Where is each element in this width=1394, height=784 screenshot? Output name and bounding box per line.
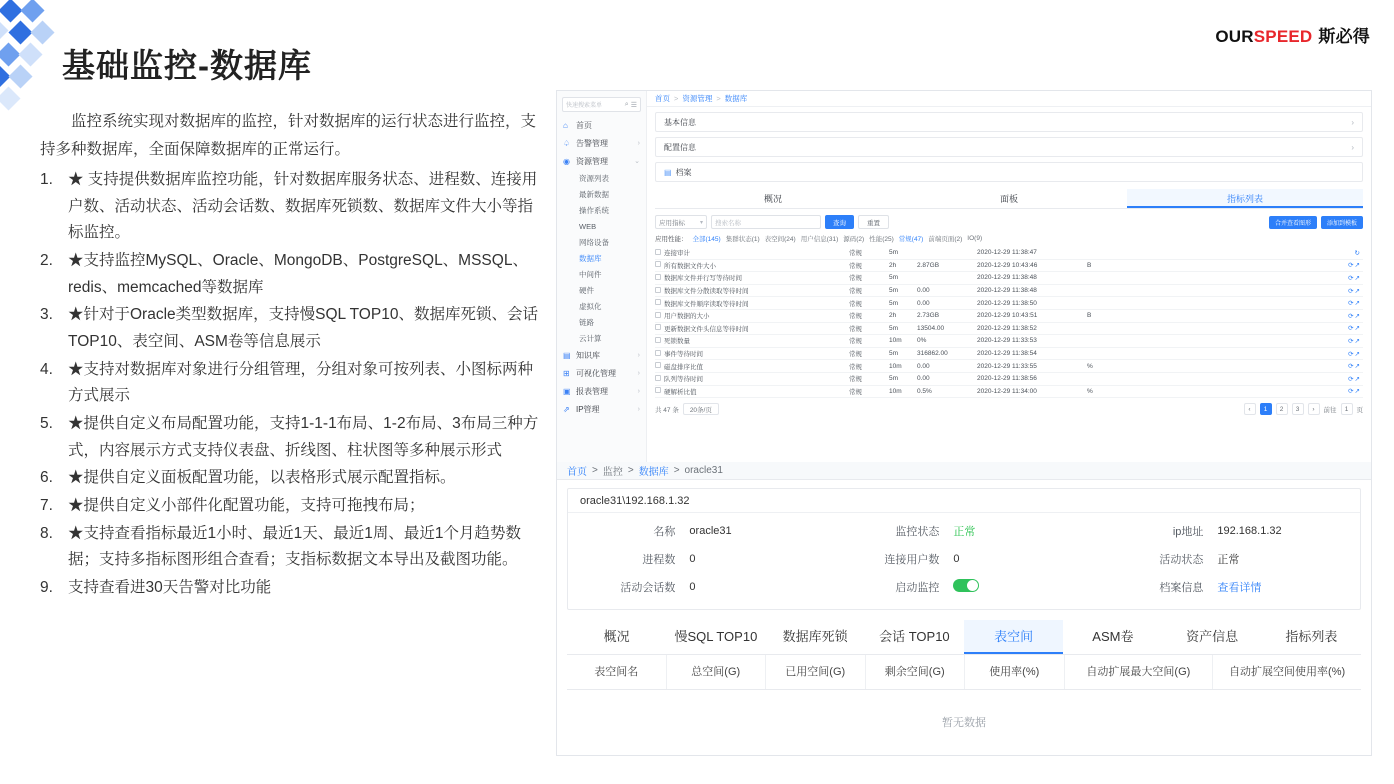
breadcrumb-home[interactable]: 首页 bbox=[567, 467, 587, 478]
breadcrumb bbox=[647, 91, 1371, 107]
brand-speed: SPEED bbox=[1253, 27, 1313, 46]
page-title: 基础监控-数据库 bbox=[62, 47, 312, 84]
row-actions[interactable]: ⟳↗ bbox=[1348, 350, 1361, 358]
cell-time: 2020-12-29 11:38:54 bbox=[977, 350, 1037, 358]
row-actions[interactable]: ⟳↗ bbox=[1348, 337, 1361, 345]
sidebar-search[interactable] bbox=[562, 97, 641, 112]
list-item: 支持查看进30天告警对比功能 bbox=[68, 579, 272, 596]
cell-interval: 2h bbox=[889, 261, 897, 269]
app-bottom-section bbox=[557, 462, 1371, 730]
detail-card bbox=[567, 488, 1361, 610]
category-chips bbox=[655, 234, 1363, 243]
breadcrumb-database[interactable]: 数据库 bbox=[638, 467, 669, 478]
list-item: ★提供自定义布局配置功能，支持1-1-1布局、1-2布局、3布局三种方式，内容展示方式支持仪表盘、折线图、柱状图等多种展示形式 bbox=[68, 415, 539, 459]
chip-io[interactable]: IO(9) bbox=[967, 235, 983, 242]
sidebar-item-label: 首页 bbox=[576, 120, 592, 130]
metric-table bbox=[655, 247, 1363, 398]
sidebar-subitem-database[interactable]: 数据库 bbox=[579, 253, 602, 263]
row-checkbox[interactable] bbox=[655, 287, 664, 295]
chip-tablespace[interactable]: 表空间(24) bbox=[764, 236, 796, 243]
row-checkbox[interactable] bbox=[655, 312, 664, 320]
accordion-label: 配置信息 bbox=[664, 142, 696, 152]
query-button[interactable]: 查询 bbox=[825, 215, 854, 229]
field-label: 档案信息 bbox=[1159, 582, 1204, 594]
row-actions[interactable]: ⟳↗ bbox=[1348, 274, 1361, 282]
sidebar-subitem-middleware[interactable]: 中间件 bbox=[579, 269, 602, 279]
decorative-diamonds bbox=[0, 0, 60, 120]
archive-icon: ▤ bbox=[664, 167, 672, 177]
sidebar-item-label: 告警管理 bbox=[576, 138, 608, 148]
field-label: 活动状态 bbox=[1159, 554, 1204, 566]
column-header: 使用率(%) bbox=[965, 655, 1065, 689]
cell-value: 13504.00 bbox=[917, 324, 945, 332]
chevron-right-icon: › bbox=[637, 139, 640, 147]
column-header: 自动扩展空间使用率(%) bbox=[1229, 666, 1346, 678]
cell-type: 常规 bbox=[849, 351, 862, 359]
cell-type: 常规 bbox=[849, 288, 862, 296]
chip-performance[interactable]: 性能(25) bbox=[869, 236, 894, 243]
cell-interval: 10m bbox=[889, 362, 902, 370]
list-item: ★支持对数据库对象进行分组管理，分组对象可按列表、小图标两种方式展示 bbox=[68, 360, 534, 405]
sidebar-subitem-resource-list[interactable]: 资源列表 bbox=[579, 173, 609, 183]
field-value: oracle31 bbox=[689, 525, 732, 537]
brand-logo bbox=[1215, 22, 1370, 47]
content-column bbox=[40, 108, 540, 603]
field-name bbox=[568, 517, 832, 545]
row-actions[interactable]: ⟳↗ bbox=[1348, 262, 1361, 270]
row-checkbox[interactable] bbox=[655, 274, 664, 282]
chip-frontend[interactable]: 前端页面(2) bbox=[928, 236, 963, 243]
cell-flag: B bbox=[1087, 312, 1092, 320]
field-value: 0 bbox=[953, 553, 960, 565]
tab-tablespace[interactable]: 表空间 bbox=[964, 620, 1063, 654]
row-checkbox[interactable] bbox=[655, 387, 664, 395]
cell-name: 死锁数量 bbox=[664, 338, 690, 346]
sidebar-item-visualization[interactable] bbox=[557, 364, 646, 382]
tab-metric-list[interactable]: 指标列表 bbox=[1127, 189, 1363, 208]
row-checkbox[interactable] bbox=[655, 350, 664, 358]
cell-time: 2020-12-29 10:43:46 bbox=[977, 261, 1038, 269]
cell-time: 2020-12-29 11:38:56 bbox=[977, 375, 1037, 383]
grid-icon: ⊞ bbox=[563, 368, 570, 378]
filter-bar bbox=[655, 215, 1363, 229]
row-actions[interactable]: ⟳↗ bbox=[1348, 388, 1361, 396]
breadcrumb-separator: > bbox=[673, 465, 680, 476]
book-icon: ▤ bbox=[563, 350, 571, 360]
cell-name: 硬解析比值 bbox=[664, 388, 697, 396]
tab-asm-volume[interactable]: ASM卷 bbox=[1092, 629, 1134, 644]
cell-name: 数据库文件分散读取等待时间 bbox=[664, 288, 749, 296]
metric-select[interactable] bbox=[655, 215, 707, 229]
field-value: 192.168.1.32 bbox=[1217, 525, 1282, 537]
main-content bbox=[647, 91, 1371, 462]
chevron-right-icon: › bbox=[637, 405, 640, 413]
goto-input[interactable]: 1 bbox=[1341, 403, 1353, 415]
chevron-right-icon: › bbox=[637, 387, 640, 395]
main-tabs bbox=[655, 189, 1363, 209]
row-actions[interactable]: ⟳↗ bbox=[1348, 363, 1361, 371]
breadcrumb-monitor[interactable]: 监控 bbox=[602, 467, 623, 478]
field-value bbox=[953, 579, 1096, 595]
table-row[interactable] bbox=[655, 297, 1363, 310]
cell-type: 常规 bbox=[849, 275, 862, 283]
sidebar-subitem-hardware[interactable]: 硬件 bbox=[579, 285, 594, 295]
sidebar-item-ip[interactable] bbox=[557, 400, 646, 418]
cell-interval: 5m bbox=[889, 350, 899, 358]
search-input-placeholder: 搜索名称 bbox=[715, 219, 741, 227]
table-row[interactable] bbox=[655, 272, 1363, 285]
breadcrumb-separator: > bbox=[716, 94, 721, 103]
list-item: ★提供自定义小部件化配置功能，支持可拖拽布局； bbox=[68, 497, 425, 515]
tab-panel[interactable]: 面板 bbox=[999, 194, 1018, 204]
field-enable-monitor bbox=[832, 573, 1096, 601]
sidebar-item-home[interactable] bbox=[557, 116, 646, 134]
list-item: ★提供自定义面板配置功能，以表格形式展示配置指标。 bbox=[68, 469, 456, 487]
merge-chart-button[interactable]: 合并查看图形 bbox=[1269, 216, 1317, 229]
next-page-button[interactable]: › bbox=[1308, 403, 1320, 415]
accordion-archive[interactable] bbox=[655, 162, 1363, 182]
field-label: ip地址 bbox=[1172, 526, 1204, 538]
reset-button[interactable]: 重置 bbox=[858, 215, 889, 229]
home-icon: ⌂ bbox=[563, 120, 568, 130]
cell-flag: B bbox=[1087, 261, 1092, 269]
cell-value: 2.87GB bbox=[917, 261, 940, 269]
breadcrumb-separator: > bbox=[674, 94, 679, 103]
table-row[interactable] bbox=[655, 335, 1363, 348]
page-1-button[interactable]: 1 bbox=[1260, 403, 1272, 415]
cell-name: 数据库文件并行写等待时间 bbox=[664, 275, 742, 283]
row-checkbox[interactable] bbox=[655, 362, 664, 370]
field-process-count bbox=[568, 545, 832, 573]
cell-flag: % bbox=[1087, 387, 1093, 395]
app-screenshot bbox=[556, 90, 1372, 756]
list-item: ★针对于Oracle类型数据库，支持慢SQL TOP10、数据库死锁、会话TOP10、表空间、ASM卷等信息展示 bbox=[68, 306, 538, 351]
cell-name: 数据库文件顺序读取等待时间 bbox=[664, 300, 749, 308]
tablespace-table-header bbox=[567, 655, 1361, 690]
row-actions[interactable]: ↻ bbox=[1354, 249, 1361, 257]
empty-state-text: 暂无数据 bbox=[942, 717, 986, 729]
chevron-right-icon: › bbox=[637, 369, 640, 377]
cell-value: 0.00 bbox=[917, 362, 930, 370]
pagination-total: 共 47 条 bbox=[655, 406, 679, 414]
cell-name: 用户数据的大小 bbox=[664, 313, 710, 321]
cell-interval: 5m bbox=[889, 274, 899, 282]
page-2-button[interactable]: 2 bbox=[1276, 403, 1288, 415]
chevron-right-icon: › bbox=[1351, 117, 1354, 127]
page-size-select[interactable]: 20条/页 bbox=[683, 403, 719, 415]
goto-label: 前往 bbox=[1323, 406, 1337, 414]
cell-value: 2.73GB bbox=[917, 312, 940, 320]
chart-icon: ⇗ bbox=[563, 404, 570, 414]
field-value: 正常 bbox=[1217, 554, 1240, 566]
sidebar-item-label: IP管理 bbox=[576, 404, 600, 414]
bell-icon: ♤ bbox=[563, 138, 571, 148]
table-row[interactable] bbox=[655, 373, 1363, 386]
detail-card-header: oracle31\192.168.1.32 bbox=[568, 489, 1360, 513]
view-detail-link[interactable]: 查看详情 bbox=[1217, 582, 1262, 594]
sidebar-subitem-os[interactable]: 操作系统 bbox=[579, 205, 609, 215]
sidebar bbox=[557, 91, 647, 462]
cell-name: 队列等待时间 bbox=[664, 376, 703, 384]
cell-type: 常规 bbox=[849, 250, 862, 258]
list-item: ★支持查看指标最近1小时、最近1天、最近1周、最近1个月趋势数据；支持多指标图形组合查看；支指标数据文本导出及截图功能。 bbox=[68, 524, 521, 569]
chip-cluster[interactable]: 集群状态(1) bbox=[725, 236, 760, 243]
cell-name: 磁盘排序比值 bbox=[664, 363, 703, 371]
sidebar-subitem-web[interactable]: WEB bbox=[579, 221, 597, 231]
tab-session-top10[interactable]: 会话 TOP10 bbox=[879, 629, 950, 644]
field-label: 连接用户数 bbox=[884, 554, 940, 566]
row-actions[interactable]: ⟳↗ bbox=[1348, 375, 1361, 383]
field-value: 0 bbox=[689, 553, 696, 565]
cell-type: 常规 bbox=[849, 376, 862, 384]
sidebar-item-label: 可视化管理 bbox=[576, 368, 616, 378]
cell-interval: 5m bbox=[889, 324, 899, 332]
column-header: 表空间名 bbox=[567, 655, 667, 689]
breadcrumb-current: oracle31 bbox=[684, 465, 723, 476]
field-ip bbox=[1096, 517, 1360, 545]
cell-value: 0.00 bbox=[917, 299, 930, 307]
cell-time: 2020-12-29 10:43:51 bbox=[977, 312, 1038, 320]
field-active-sessions bbox=[568, 573, 832, 601]
field-label: 进程数 bbox=[642, 554, 676, 566]
list-item: ★支持监控MySQL、Oracle、MongoDB、PostgreSQL、MSSQL、redis、memcached等数据库 bbox=[68, 252, 528, 296]
cell-interval: 10m bbox=[889, 337, 902, 345]
cell-interval: 5m bbox=[889, 287, 899, 295]
accordion-label: 基本信息 bbox=[664, 117, 696, 127]
tab-metric-list[interactable]: 指标列表 bbox=[1285, 629, 1338, 644]
breadcrumb-separator: > bbox=[627, 465, 634, 476]
cell-time: 2020-12-29 11:34:00 bbox=[977, 387, 1037, 395]
field-monitor-status bbox=[832, 517, 1096, 545]
cell-interval: 5m bbox=[889, 299, 899, 307]
page-3-button[interactable]: 3 bbox=[1292, 403, 1304, 415]
cell-interval: 5m bbox=[889, 375, 899, 383]
sidebar-subitem-cloud[interactable]: 云计算 bbox=[579, 333, 602, 343]
metric-select-value: 应用指标 bbox=[659, 219, 685, 227]
brand-our: OUR bbox=[1215, 27, 1254, 46]
cell-name: 所有数据文件大小 bbox=[664, 262, 716, 270]
row-checkbox[interactable] bbox=[655, 375, 664, 383]
sidebar-subitem-network[interactable]: 网络设备 bbox=[579, 237, 609, 247]
row-actions[interactable]: ⟳↗ bbox=[1348, 300, 1361, 308]
intro-paragraph: 监控系统实现对数据库的监控，针对数据库的运行状态进行监控，支持多种数据库，全面保障数据库的正常运行。 bbox=[40, 113, 537, 158]
doc-icon: ▣ bbox=[563, 386, 571, 396]
goto-unit: 页 bbox=[1356, 406, 1363, 414]
row-checkbox[interactable] bbox=[655, 249, 664, 257]
table-row[interactable] bbox=[655, 310, 1363, 323]
column-header: 剩余空间(G) bbox=[866, 655, 966, 689]
monitor-toggle[interactable] bbox=[953, 579, 979, 592]
tab-asset-info[interactable]: 资产信息 bbox=[1186, 629, 1239, 644]
sidebar-subitem-link[interactable]: 链路 bbox=[579, 317, 594, 327]
column-header: 自动扩展最大空间(G) bbox=[1065, 655, 1214, 689]
tab-overview[interactable]: 概况 bbox=[603, 629, 630, 644]
chips-label: 应用性能： bbox=[655, 236, 688, 243]
tab-deadlock[interactable]: 数据库死锁 bbox=[782, 629, 848, 644]
sidebar-item-label: 报表管理 bbox=[576, 386, 608, 396]
row-actions[interactable]: ⟳↗ bbox=[1348, 325, 1361, 333]
sidebar-subitem-latest-data[interactable]: 最新数据 bbox=[579, 189, 609, 199]
accordion-basic-info[interactable] bbox=[655, 112, 1363, 132]
cell-type: 常规 bbox=[849, 325, 862, 333]
chip-userinfo[interactable]: 用户信息(31) bbox=[800, 236, 839, 243]
cell-time: 2020-12-29 11:38:50 bbox=[977, 299, 1037, 307]
cell-time: 2020-12-29 11:33:53 bbox=[977, 337, 1037, 345]
status-badge: 正常 bbox=[953, 526, 976, 538]
accordion-config-info[interactable] bbox=[655, 137, 1363, 157]
chevron-right-icon: › bbox=[637, 351, 640, 359]
row-checkbox[interactable] bbox=[655, 324, 664, 332]
sidebar-item-alarm[interactable] bbox=[557, 134, 646, 152]
column-header: 已用空间(G) bbox=[766, 655, 866, 689]
cell-type: 常规 bbox=[849, 262, 862, 270]
detail-tabs bbox=[567, 620, 1361, 655]
chevron-down-icon: ⌄ bbox=[634, 158, 640, 165]
feature-list bbox=[40, 167, 540, 602]
app-top-section bbox=[557, 91, 1371, 462]
cell-interval: 2h bbox=[889, 312, 897, 320]
table-row[interactable] bbox=[655, 285, 1363, 298]
list-item: ★ 支持提供数据库监控功能，针对数据库服务状态、进程数、连接用户数、活动状态、活动会话数、数据库死锁数、数据库文件大小等指标监控。 bbox=[68, 171, 538, 242]
field-label: 监控状态 bbox=[895, 526, 940, 538]
table-row[interactable] bbox=[655, 348, 1363, 361]
cell-name: 事件等待时间 bbox=[664, 351, 703, 359]
cell-type: 常规 bbox=[849, 363, 862, 371]
chevron-right-icon: › bbox=[1351, 142, 1354, 152]
sidebar-search-placeholder: 快速搜索菜单 bbox=[566, 103, 603, 109]
table-row[interactable] bbox=[655, 247, 1363, 260]
field-connected-users bbox=[832, 545, 1096, 573]
sidebar-subitem-virtualization[interactable]: 虚拟化 bbox=[579, 301, 602, 311]
cell-value: 0.00 bbox=[917, 287, 930, 295]
search-icon: ⌕ bbox=[624, 100, 629, 108]
cell-type: 常规 bbox=[849, 313, 862, 321]
chip-all[interactable]: 全部(145) bbox=[692, 236, 721, 243]
detail-field-grid bbox=[568, 513, 1360, 609]
column-header: 总空间(G) bbox=[667, 655, 767, 689]
cell-time: 2020-12-29 11:33:55 bbox=[977, 362, 1037, 370]
field-active-status bbox=[1096, 545, 1360, 573]
chip-source[interactable]: 源码(2) bbox=[843, 236, 865, 243]
cell-type: 常规 bbox=[849, 300, 862, 308]
table-row[interactable] bbox=[655, 386, 1363, 399]
chevron-down-icon: ▾ bbox=[699, 219, 703, 226]
field-archive-info bbox=[1096, 573, 1360, 601]
sidebar-item-report[interactable] bbox=[557, 382, 646, 400]
table-row[interactable] bbox=[655, 360, 1363, 373]
menu-icon: ☰ bbox=[630, 101, 637, 109]
row-actions[interactable]: ⟳↗ bbox=[1348, 312, 1361, 320]
cell-time: 2020-12-29 11:38:52 bbox=[977, 324, 1037, 332]
row-checkbox[interactable] bbox=[655, 337, 664, 345]
cell-time: 2020-12-29 11:38:48 bbox=[977, 274, 1037, 282]
tab-slow-sql-top10[interactable]: 慢SQL TOP10 bbox=[674, 629, 758, 644]
search-input[interactable] bbox=[711, 215, 821, 229]
cell-type: 常规 bbox=[849, 388, 862, 396]
sidebar-item-label: 资源管理 bbox=[576, 156, 608, 166]
breadcrumb-resource[interactable]: 资源管理 bbox=[682, 94, 713, 103]
globe-icon: ◉ bbox=[563, 156, 570, 166]
tab-overview[interactable]: 概况 bbox=[763, 194, 782, 204]
cell-value: 0% bbox=[917, 337, 927, 345]
accordion-label: 档案 bbox=[675, 167, 692, 177]
cell-value: 0.00 bbox=[917, 375, 930, 383]
cell-value: 316862.00 bbox=[917, 350, 948, 358]
cell-time: 2020-12-29 11:38:48 bbox=[977, 287, 1037, 295]
breadcrumb-current: 数据库 bbox=[724, 94, 748, 103]
prev-page-button[interactable]: ‹ bbox=[1244, 403, 1256, 415]
breadcrumb-separator: > bbox=[592, 465, 598, 476]
breadcrumb-detail bbox=[557, 462, 1371, 480]
chip-normal[interactable]: 常规(47) bbox=[898, 236, 924, 243]
row-actions[interactable]: ⟳↗ bbox=[1348, 287, 1361, 295]
field-value: 0 bbox=[689, 581, 696, 593]
field-label: 启动监控 bbox=[895, 582, 940, 594]
row-checkbox[interactable] bbox=[655, 299, 664, 307]
cell-value: 0.5% bbox=[917, 387, 932, 395]
table-row[interactable] bbox=[655, 260, 1363, 273]
field-label: 名称 bbox=[653, 526, 676, 538]
cell-interval: 10m bbox=[889, 387, 902, 395]
field-label: 活动会话数 bbox=[620, 582, 676, 594]
add-to-template-button[interactable]: 添加到模板 bbox=[1321, 216, 1363, 229]
sidebar-item-resource[interactable] bbox=[557, 152, 646, 170]
breadcrumb-home[interactable]: 首页 bbox=[655, 94, 670, 103]
cell-name: 连接审计 bbox=[664, 250, 690, 258]
table-row[interactable] bbox=[655, 323, 1363, 336]
sidebar-item-knowledge[interactable] bbox=[557, 346, 646, 364]
brand-cn: 斯必得 bbox=[1318, 27, 1370, 46]
cell-flag: % bbox=[1087, 362, 1093, 370]
cell-type: 常规 bbox=[849, 338, 862, 346]
pagination bbox=[655, 403, 1363, 415]
sidebar-item-label: 知识库 bbox=[576, 350, 600, 360]
right-action-buttons bbox=[1269, 216, 1363, 229]
cell-interval: 5m bbox=[889, 249, 899, 257]
cell-time: 2020-12-29 11:38:47 bbox=[977, 249, 1037, 257]
row-checkbox[interactable] bbox=[655, 261, 664, 269]
cell-name: 更新数据文件头信息等待时间 bbox=[664, 325, 749, 333]
